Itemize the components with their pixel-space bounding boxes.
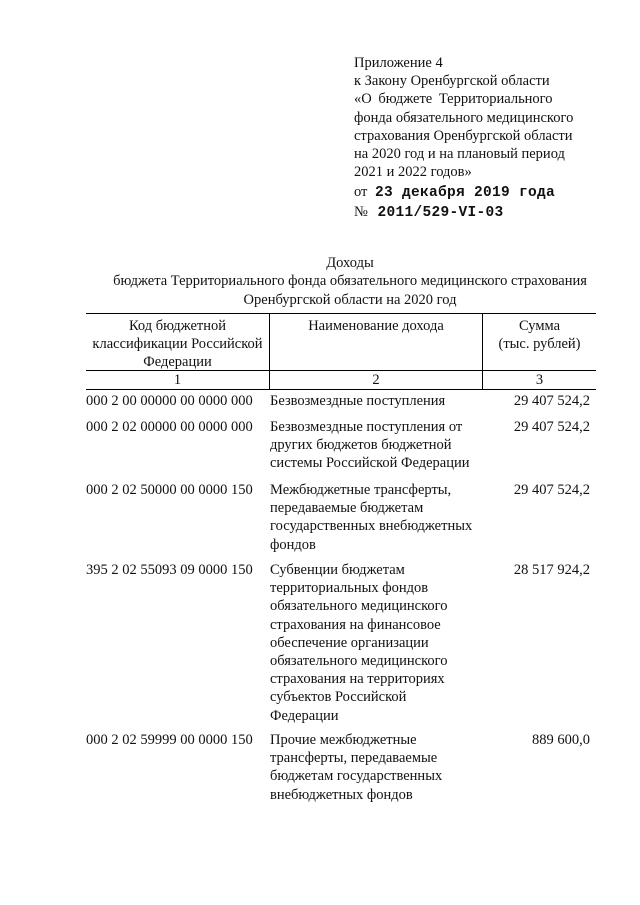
date-stamp: 23 декабря 2019 года	[375, 185, 556, 202]
title-line: Оренбургской области на 2020 год	[243, 291, 457, 308]
column-number: 1	[173, 372, 182, 388]
header-name-line: Наименование дохода	[308, 318, 444, 334]
row-sum: 28 517 924,2	[513, 562, 590, 578]
row-name-line: субъектов Российской	[270, 689, 407, 706]
annex-line: страхования Оренбургской области	[354, 127, 573, 144]
row-sum: 29 407 524,2	[513, 419, 590, 435]
table-header	[86, 313, 596, 371]
row-name-line: обязательного медицинского	[270, 598, 448, 615]
row-name-line: фондов	[270, 536, 316, 553]
row-name-line: Федерации	[270, 707, 339, 724]
row-name-line: Прочие межбюджетные	[270, 732, 417, 748]
row-name-line: обеспечение организации	[270, 634, 429, 651]
annex-line: 2021 и 2022 годов»	[354, 164, 472, 181]
row-name	[270, 731, 490, 804]
header-code	[86, 317, 269, 372]
header-sum-line: (тыс. рублей)	[498, 336, 581, 353]
row-name-line: страхования на территориях	[270, 671, 445, 688]
annex-line: фонда обязательного медицинского	[354, 109, 574, 126]
row-sum: 29 407 524,2	[513, 482, 590, 498]
row-code: 000 2 02 59999 00 0000 150	[86, 732, 253, 748]
header-code-line: Код бюджетной	[128, 318, 226, 334]
row-name-line: Безвозмездные поступления от	[270, 419, 463, 435]
income-table	[86, 313, 596, 803]
row-name-line: трансферты, передаваемые	[270, 750, 438, 767]
title-line: бюджета Территориального фонда обязательного медицинского страхования	[113, 273, 587, 290]
annex-date	[354, 183, 624, 202]
row-name	[270, 561, 490, 725]
row-name-line: Безвозмездные поступления	[270, 393, 446, 409]
row-code: 395 2 02 55093 09 0000 150	[86, 562, 253, 578]
row-name	[270, 392, 490, 410]
row-sum: 29 407 524,2	[513, 393, 590, 409]
row-code: 000 2 02 00000 00 0000 000	[86, 419, 253, 435]
column-numbers-row	[86, 371, 596, 390]
annex-number	[354, 203, 624, 222]
row-name-line: внебюджетных фондов	[270, 786, 413, 803]
column-number: 3	[535, 372, 544, 388]
header-name	[270, 317, 482, 335]
annex-line: Приложение 4	[354, 55, 443, 71]
annex-header	[354, 54, 624, 222]
number-prefix: №	[354, 203, 368, 220]
date-prefix: от	[354, 184, 368, 201]
header-sum-line: Сумма	[518, 318, 561, 334]
number-stamp: 2011/529-VI-03	[377, 204, 504, 221]
row-name-line: Межбюджетные трансферты,	[270, 482, 452, 498]
document-title	[60, 254, 640, 309]
annex-line: «О бюджете Территориального	[354, 91, 553, 108]
row-name-line: территориальных фондов	[270, 580, 429, 597]
row-name	[270, 481, 490, 554]
row-name-line: обязательного медицинского	[270, 653, 448, 670]
header-sum	[483, 317, 596, 353]
row-name-line: других бюджетов бюджетной	[270, 437, 452, 454]
row-name-line: государственных внебюджетных	[270, 518, 473, 535]
title-line: Доходы	[326, 255, 374, 271]
header-code-line: Федерации	[143, 354, 212, 371]
header-code-line: классификации Российской	[92, 336, 263, 353]
row-sum: 889 600,0	[532, 732, 590, 748]
row-code: 000 2 02 50000 00 0000 150	[86, 482, 253, 498]
row-name-line: передаваемые бюджетам	[270, 500, 424, 517]
row-code: 000 2 00 00000 00 0000 000	[86, 393, 253, 409]
row-name-line: бюджетам государственных	[270, 768, 443, 785]
row-name-line: страхования на финансовое	[270, 616, 441, 633]
row-name-line: системы Российской Федерации	[270, 455, 470, 472]
annex-line: к Закону Оренбургской области	[354, 73, 550, 90]
annex-line: на 2020 год и на плановый период	[354, 146, 565, 163]
row-name	[270, 418, 490, 473]
column-number: 2	[372, 372, 380, 388]
row-name-line: Субвенции бюджетам	[270, 562, 405, 578]
